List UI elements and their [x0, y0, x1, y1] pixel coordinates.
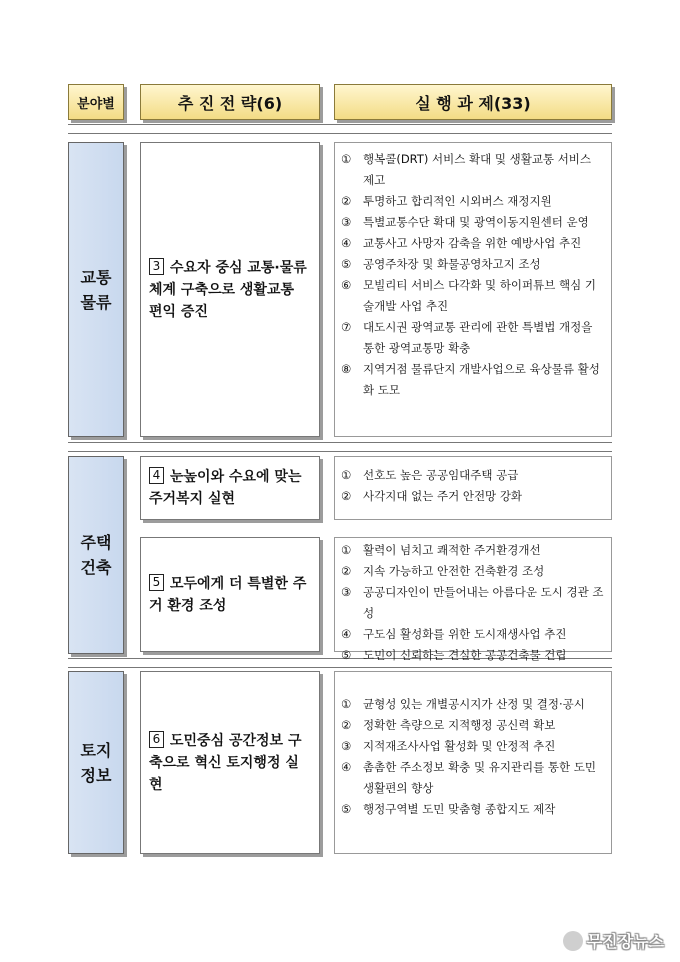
- task-number: ⑥: [341, 278, 352, 292]
- strategy-text: [149, 257, 307, 323]
- task-number: ⑤: [341, 257, 352, 271]
- task-item: [341, 275, 605, 317]
- task-item: [341, 191, 605, 212]
- task-item: [341, 645, 605, 666]
- task-text: 교통사고 사망자 감축을 위한 예방사업 추진: [363, 236, 582, 250]
- task-number: ②: [341, 489, 352, 503]
- strategy-label: 모두에게 더 특별한 주거 환경 조성: [149, 575, 307, 614]
- task-text: 균형성 있는 개별공시지가 산정 및 결정·공시: [363, 697, 585, 711]
- strategy-number: 3: [149, 258, 164, 275]
- watermark: [563, 929, 664, 952]
- header-field-label: 분야별: [77, 96, 115, 112]
- category-land: [68, 671, 124, 854]
- strategy-text: [149, 730, 307, 796]
- strategy-6: [140, 671, 320, 854]
- category-transport: [68, 142, 124, 437]
- task-text: 행복콜(DRT) 서비스 확대 및 생활교통 서비스 제고: [363, 152, 592, 187]
- separator-bar: [68, 124, 612, 134]
- task-number: ②: [341, 194, 352, 208]
- task-item: [341, 486, 605, 507]
- strategy-number: 4: [149, 467, 164, 484]
- task-item: [341, 149, 605, 191]
- task-number: ②: [341, 718, 352, 732]
- task-list-6: [334, 671, 612, 854]
- strategy-label: 눈높이와 수요에 맞는 주거복지 실현: [149, 469, 302, 507]
- task-text: 촘촘한 주소정보 확충 및 유지관리를 통한 도민 생활편의 향상: [363, 760, 597, 795]
- task-item: [341, 694, 605, 715]
- task-text: 활력이 넘치고 쾌적한 주거환경개선: [363, 543, 541, 557]
- category-line: 물류: [80, 292, 112, 312]
- task-text: 특별교통수단 확대 및 광역이동지원센터 운영: [363, 215, 589, 229]
- task-list-4: [334, 456, 612, 520]
- task-number: ①: [341, 152, 352, 166]
- task-item: [341, 624, 605, 645]
- task-text: 지역거점 물류단지 개발사업으로 육상물류 활성화 도모: [363, 362, 600, 397]
- header-tasks-label: 실 행 과 제(33): [415, 93, 531, 113]
- task-item: [341, 233, 605, 254]
- task-item: [341, 736, 605, 757]
- category-line: 주택: [80, 533, 112, 552]
- task-item: [341, 540, 605, 561]
- task-text: 정확한 측량으로 지적행정 공신력 확보: [363, 718, 556, 732]
- strategy-text: [149, 466, 307, 510]
- task-number: ④: [341, 236, 352, 250]
- category-line: 건축: [80, 558, 112, 577]
- task-list-5: [334, 537, 612, 662]
- task-number: ③: [341, 215, 352, 229]
- header-tasks: [334, 84, 612, 120]
- category-line: 정보: [80, 765, 112, 785]
- task-text: 지적재조사사업 활성화 및 안정적 추진: [363, 739, 556, 753]
- task-item: [341, 715, 605, 736]
- task-number: ⑦: [341, 320, 352, 334]
- task-text: 사각지대 없는 주거 안전망 강화: [363, 489, 523, 503]
- strategy-label: 수요자 중심 교통·물류 체계 구축으로 생활교통 편익 증진: [149, 259, 307, 320]
- task-number: ⑧: [341, 362, 352, 376]
- task-text: 구도심 활성화를 위한 도시재생사업 추진: [363, 627, 567, 641]
- task-item: [341, 254, 605, 275]
- task-number: ①: [341, 697, 352, 711]
- task-text: 모빌리티 서비스 다각화 및 하이퍼튜브 핵심 기술개발 사업 추진: [363, 278, 597, 313]
- separator-bar: [68, 442, 612, 452]
- strategy-3: [140, 142, 320, 437]
- task-item: [341, 799, 605, 820]
- task-item: [341, 465, 605, 486]
- task-item: [341, 212, 605, 233]
- task-item: [341, 317, 605, 359]
- header-strategy-label: 추 진 전 략(6): [177, 93, 283, 113]
- task-number: ④: [341, 627, 352, 641]
- header-strategy: [140, 84, 320, 120]
- task-text: 행정구역별 도민 맞춤형 종합지도 제작: [363, 802, 556, 816]
- watermark-logo-icon: [563, 931, 583, 951]
- strategy-5: [140, 537, 320, 652]
- task-text: 지속 가능하고 안전한 건축환경 조성: [363, 564, 545, 578]
- task-number: ③: [341, 585, 352, 599]
- task-text: 대도시권 광역교통 관리에 관한 특별법 개정을 통한 광역교통망 확충: [363, 320, 593, 355]
- strategy-number: 5: [149, 574, 164, 591]
- task-item: [341, 757, 605, 799]
- task-number: ②: [341, 564, 352, 578]
- category-line: 교통: [80, 267, 112, 287]
- header-field: [68, 84, 124, 120]
- task-item: [341, 359, 605, 401]
- task-text: 도민이 신뢰하는 견실한 공공건축물 건립: [363, 648, 567, 662]
- task-item: [341, 582, 605, 624]
- watermark-text: 무진장뉴스: [586, 932, 664, 951]
- task-text: 투명하고 합리적인 시외버스 재정지원: [363, 194, 552, 208]
- strategy-number: 6: [149, 731, 164, 748]
- task-list-3: [334, 142, 612, 437]
- task-text: 공영주차장 및 화물공영차고지 조성: [363, 257, 541, 271]
- strategy-4: [140, 456, 320, 520]
- task-item: [341, 561, 605, 582]
- task-text: 공공디자인이 만들어내는 아름다운 도시 경관 조성: [363, 585, 604, 620]
- category-line: 토지: [80, 740, 112, 760]
- task-number: ④: [341, 760, 352, 774]
- category-housing: [68, 456, 124, 654]
- task-text: 선호도 높은 공공임대주택 공급: [363, 468, 519, 482]
- task-number: ①: [341, 468, 352, 482]
- task-number: ⑤: [341, 648, 352, 662]
- task-number: ③: [341, 739, 352, 753]
- strategy-label: 도민중심 공간정보 구축으로 혁신 토지행정 실현: [149, 732, 302, 793]
- task-number: ⑤: [341, 802, 352, 816]
- task-number: ①: [341, 543, 352, 557]
- strategy-text: [149, 573, 307, 617]
